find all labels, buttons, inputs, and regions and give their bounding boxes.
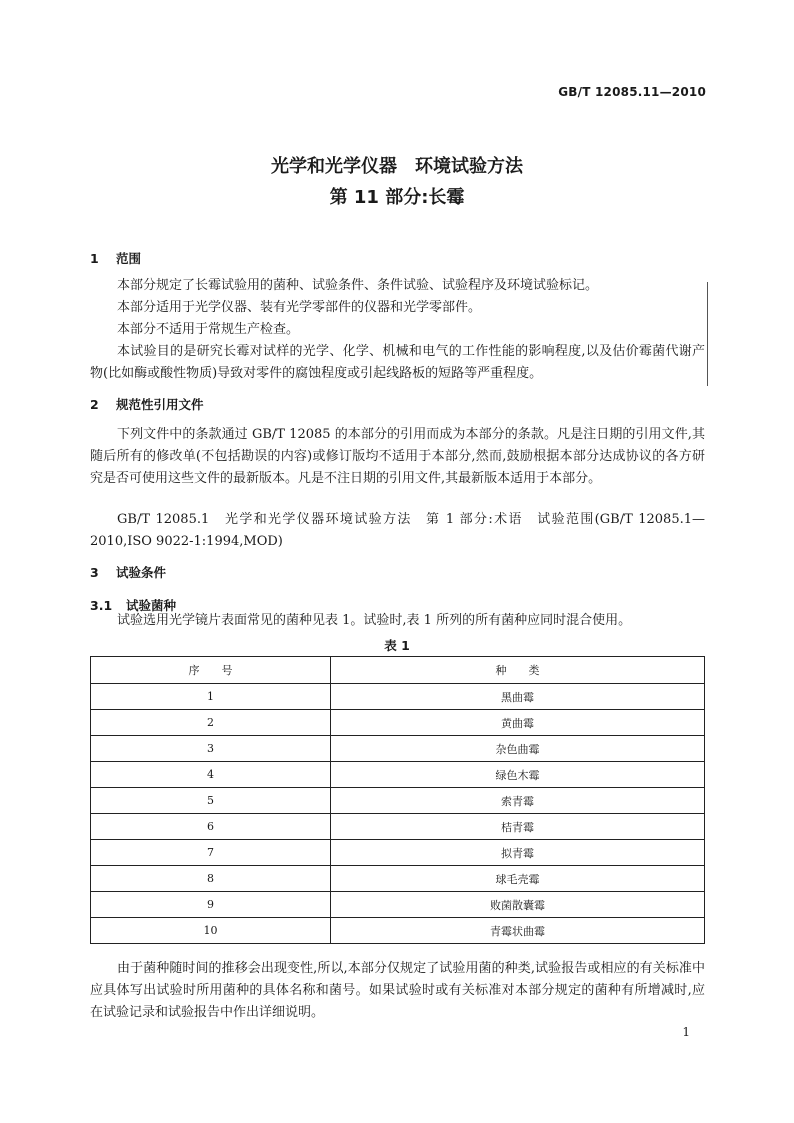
row-species: 绿色木霉 (331, 762, 705, 788)
row-number: 5 (91, 788, 331, 814)
section-1-heading (90, 249, 141, 267)
row-species: 索青霉 (331, 788, 705, 814)
section-title: 范围 (116, 251, 142, 266)
table-header-row (91, 657, 705, 684)
row-number: 3 (91, 736, 331, 762)
row-number: 1 (91, 684, 331, 710)
row-number: 9 (91, 892, 331, 918)
standard-number: GB/T 12085.11—2010 (558, 85, 706, 99)
section-title: 试验条件 (116, 565, 167, 580)
page-number: 1 (682, 1025, 690, 1039)
row-species: 青霉状曲霉 (331, 918, 705, 944)
table-row (91, 892, 705, 918)
table-row (91, 710, 705, 736)
subsection-3-1-intro: 试验选用光学镜片表面常见的菌种见表 1。试验时,表 1 所列的所有菌种应同时混合使用。 (117, 613, 632, 628)
row-species: 败菌散囊霉 (331, 892, 705, 918)
row-number: 10 (91, 918, 331, 944)
section-3-closing-paragraph: 由于菌种随时间的推移会出现变性,所以,本部分仅规定了试验用菌的种类,试验报告或相应的有关标准中应具体写出试验时所用菌种的具体名称和菌号。如果试验时或有关标准对本部分规定的菌种有所增减时,应在试验记录和试验报告中作出详细说明。 (90, 961, 705, 1020)
row-species: 球毛壳霉 (331, 866, 705, 892)
header-serial-number: 序 号 (91, 657, 331, 684)
section-1-paragraph-2: 本部分适用于光学仪器、装有光学零部件的仪器和光学零部件。 (117, 300, 482, 315)
table-row (91, 736, 705, 762)
row-species: 拟青霉 (331, 840, 705, 866)
table-title: 表 1 (384, 638, 410, 653)
section-3-heading (90, 563, 166, 581)
header-species: 种 类 (331, 657, 705, 684)
section-1-paragraph-4: 本试验目的是研究长霉对试样的光学、化学、机械和电气的工作性能的影响程度,以及估价霉菌代谢产物(比如酶或酸性物质)导致对零件的腐蚀程度或引起线路板的短路等严重程度。 (90, 344, 705, 381)
row-species: 黑曲霉 (331, 684, 705, 710)
table-row (91, 788, 705, 814)
table-row (91, 814, 705, 840)
section-number: 2 (90, 397, 99, 412)
fungi-table (90, 656, 705, 944)
document-subtitle: 第 11 部分:长霉 (329, 187, 465, 208)
table-row (91, 762, 705, 788)
section-1-paragraph-1: 本部分规定了长霉试验用的菌种、试验条件、条件试验、试验程序及环境试验标记。 (117, 278, 599, 293)
row-number: 2 (91, 710, 331, 736)
section-2-paragraph-2: GB/T 12085.1 光学和光学仪器环境试验方法 第 1 部分:术语 试验范围(GB/T 12085.1—2010,ISO 9022-1:1994,MOD) (90, 512, 705, 549)
row-number: 7 (91, 840, 331, 866)
section-number: 1 (90, 251, 99, 266)
section-2-heading (90, 395, 204, 413)
section-title: 规范性引用文件 (116, 397, 204, 412)
section-1-paragraph-3: 本部分不适用于常规生产检查。 (117, 322, 300, 337)
row-number: 4 (91, 762, 331, 788)
document-title: 光学和光学仪器 环境试验方法 (271, 156, 523, 177)
row-species: 杂色曲霉 (331, 736, 705, 762)
row-number: 8 (91, 866, 331, 892)
table-row (91, 684, 705, 710)
table-row (91, 866, 705, 892)
section-number: 3 (90, 565, 99, 580)
row-species: 桔青霉 (331, 814, 705, 840)
subsection-number: 3.1 (90, 598, 113, 613)
change-bar (707, 282, 708, 386)
subsection-title: 试验菌种 (126, 598, 177, 613)
row-number: 6 (91, 814, 331, 840)
section-2-paragraph-1: 下列文件中的条款通过 GB/T 12085 的本部分的引用而成为本部分的条款。凡是注日期的引用文件,其随后所有的修改单(不包括勘误的内容)或修订版均不适用于本部分,然而,鼓励根据本部分达成协议的各方研究是否可使用这些文件的最新版本。凡是不注日期的引用文件,其最新版本适用于本部分。 (90, 427, 705, 486)
table-row (91, 840, 705, 866)
table-row (91, 918, 705, 944)
row-species: 黄曲霉 (331, 710, 705, 736)
